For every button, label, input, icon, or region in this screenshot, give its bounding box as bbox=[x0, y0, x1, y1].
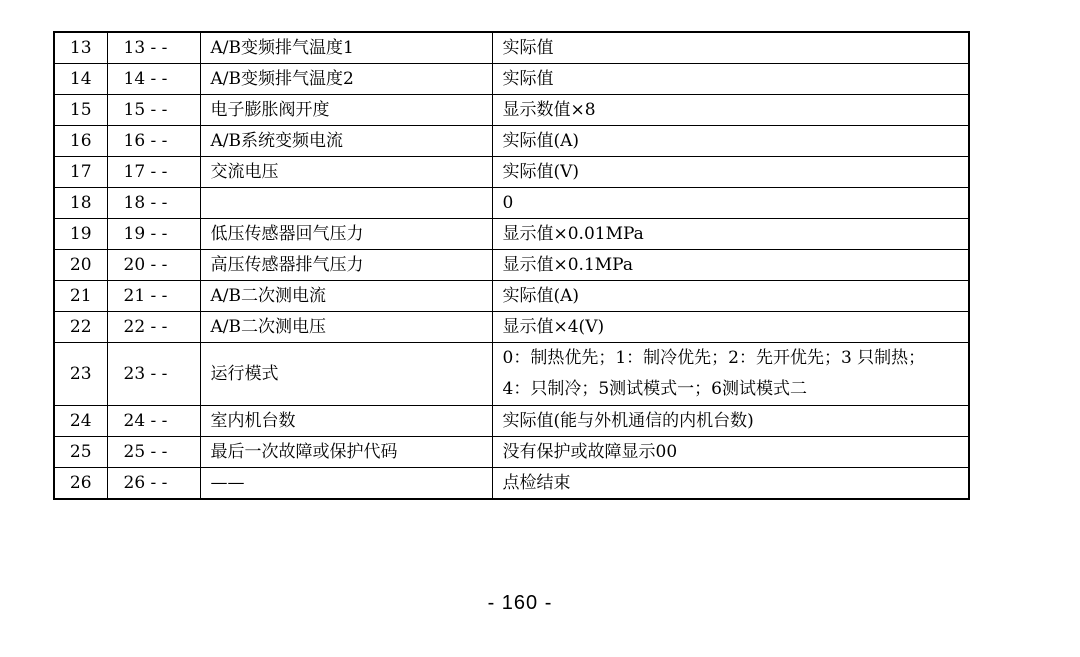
value-meaning: 显示值×4(V) bbox=[492, 312, 969, 343]
table-row bbox=[54, 32, 969, 64]
row-number: 26 bbox=[54, 468, 107, 500]
parameter-table-wrapper bbox=[53, 31, 970, 500]
item-name: A/B二次测电压 bbox=[200, 312, 492, 343]
value-meaning: 实际值(A) bbox=[492, 281, 969, 312]
item-name: 低压传感器回气压力 bbox=[200, 219, 492, 250]
value-meaning: 实际值(能与外机通信的内机台数) bbox=[492, 406, 969, 437]
item-name: 室内机台数 bbox=[200, 406, 492, 437]
display-code: 16 - - bbox=[107, 126, 200, 157]
display-code: 22 - - bbox=[107, 312, 200, 343]
value-meaning: 实际值 bbox=[492, 64, 969, 95]
parameter-table bbox=[53, 31, 970, 500]
display-code: 26 - - bbox=[107, 468, 200, 500]
table-row bbox=[54, 281, 969, 312]
row-number: 23 bbox=[54, 343, 107, 406]
value-meaning: 0 bbox=[492, 188, 969, 219]
value-meaning: 显示数值×8 bbox=[492, 95, 969, 126]
row-number: 17 bbox=[54, 157, 107, 188]
row-number: 24 bbox=[54, 406, 107, 437]
table-row bbox=[54, 188, 969, 219]
display-code: 14 - - bbox=[107, 64, 200, 95]
value-meaning: 0：制热优先；1：制冷优先；2：先开优先；3 只制热； 4：只制冷；5测试模式一；6测试模式二 bbox=[492, 343, 969, 406]
row-number: 20 bbox=[54, 250, 107, 281]
table-row bbox=[54, 312, 969, 343]
value-meaning: 没有保护或故障显示00 bbox=[492, 437, 969, 468]
row-number: 14 bbox=[54, 64, 107, 95]
row-number: 15 bbox=[54, 95, 107, 126]
item-name bbox=[200, 188, 492, 219]
display-code: 21 - - bbox=[107, 281, 200, 312]
item-name: 最后一次故障或保护代码 bbox=[200, 437, 492, 468]
display-code: 15 - - bbox=[107, 95, 200, 126]
display-code: 19 - - bbox=[107, 219, 200, 250]
item-name: —— bbox=[200, 468, 492, 500]
display-code: 17 - - bbox=[107, 157, 200, 188]
table-row bbox=[54, 95, 969, 126]
display-code: 24 - - bbox=[107, 406, 200, 437]
table-row bbox=[54, 157, 969, 188]
value-meaning: 实际值 bbox=[492, 32, 969, 64]
display-code: 18 - - bbox=[107, 188, 200, 219]
row-number: 19 bbox=[54, 219, 107, 250]
item-name: 交流电压 bbox=[200, 157, 492, 188]
item-name: 运行模式 bbox=[200, 343, 492, 406]
display-code: 20 - - bbox=[107, 250, 200, 281]
table-row bbox=[54, 468, 969, 500]
table-row bbox=[54, 219, 969, 250]
item-name: A/B二次测电流 bbox=[200, 281, 492, 312]
row-number: 18 bbox=[54, 188, 107, 219]
value-meaning: 显示值×0.01MPa bbox=[492, 219, 969, 250]
display-code: 23 - - bbox=[107, 343, 200, 406]
table-row bbox=[54, 437, 969, 468]
table-row bbox=[54, 64, 969, 95]
item-name: A/B系统变频电流 bbox=[200, 126, 492, 157]
table-row bbox=[54, 343, 969, 406]
value-meaning: 实际值(A) bbox=[492, 126, 969, 157]
item-name: 电子膨胀阀开度 bbox=[200, 95, 492, 126]
row-number: 25 bbox=[54, 437, 107, 468]
row-number: 16 bbox=[54, 126, 107, 157]
display-code: 25 - - bbox=[107, 437, 200, 468]
table-row bbox=[54, 250, 969, 281]
value-meaning: 点检结束 bbox=[492, 468, 969, 500]
page-number: - 160 - bbox=[487, 592, 553, 614]
item-name: 高压传感器排气压力 bbox=[200, 250, 492, 281]
value-meaning: 实际值(V) bbox=[492, 157, 969, 188]
row-number: 22 bbox=[54, 312, 107, 343]
value-meaning: 显示值×0.1MPa bbox=[492, 250, 969, 281]
item-name: A/B变频排气温度2 bbox=[200, 64, 492, 95]
row-number: 21 bbox=[54, 281, 107, 312]
table-row bbox=[54, 406, 969, 437]
item-name: A/B变频排气温度1 bbox=[200, 32, 492, 64]
display-code: 13 - - bbox=[107, 32, 200, 64]
row-number: 13 bbox=[54, 32, 107, 64]
table-row bbox=[54, 126, 969, 157]
